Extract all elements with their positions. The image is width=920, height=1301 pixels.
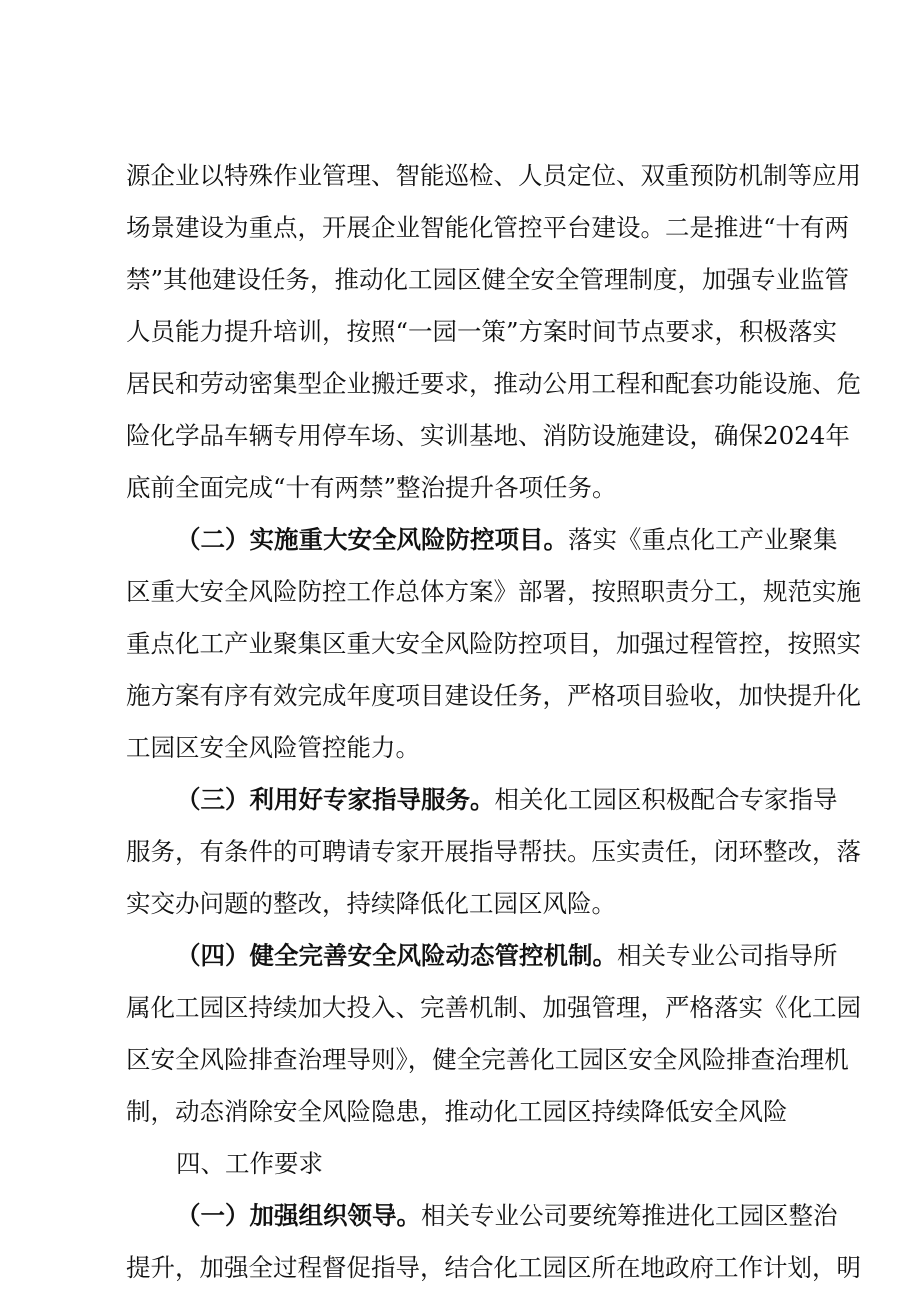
paragraph-line: 场景建设为重点，开展企业智能化管控平台建设。二是推进“十有两: [126, 213, 850, 242]
paragraph-line: 区重大安全风险防控工作总体方案》部署，按照职责分工，规范实施: [126, 577, 861, 606]
paragraph-line: 服务，有条件的可聘请专家开展指导帮扶。压实责任，闭环整改，落: [126, 837, 861, 866]
paragraph-line: 制，动态消除安全风险隐患，推动化工园区持续降低安全风险: [126, 1097, 788, 1126]
paragraph-line: 禁”其他建设任务，推动化工园区健全安全管理制度，加强专业监管: [126, 265, 850, 294]
subsection-heading: （二）实施重大安全风险防控项目。: [176, 525, 568, 554]
paragraph-line: 区安全风险排查治理导则》，健全完善化工园区安全风险排查治理机: [126, 1045, 849, 1074]
paragraph-line: 提升，加强全过程督促指导，结合化工园区所在地政府工作计划，明: [126, 1253, 861, 1282]
subsection-heading: （四）健全完善安全风险动态管控机制。: [176, 941, 617, 970]
paragraph-line: 人员能力提升培训，按照“一园一策”方案时间节点要求，积极落实: [126, 317, 838, 346]
subsection-first-line: [176, 1194, 838, 1238]
paragraph-line: 险化学品车辆专用停车场、实训基地、消防设施建设，确保2024年: [126, 421, 850, 450]
subsection-first-line: [176, 934, 838, 978]
subsection-first-line: [176, 778, 838, 822]
paragraph-line: 施方案有序有效完成年度项目建设任务，严格项目验收，加快提升化: [126, 681, 861, 710]
subsection-text: 落实《重点化工产业聚集: [568, 525, 838, 554]
paragraph-line: 居民和劳动密集型企业搬迁要求，推动公用工程和配套功能设施、危: [126, 369, 861, 398]
subsection-heading: （三）利用好专家指导服务。: [176, 785, 495, 814]
paragraph-line: 底前全面完成“十有两禁”整治提升各项任务。: [126, 473, 617, 502]
paragraph-line: 重点化工产业聚集区重大安全风险防控项目，加强过程管控，按照实: [126, 629, 861, 658]
paragraph-line: 属化工园区持续加大投入、完善机制、加强管理，严格落实《化工园: [126, 993, 861, 1022]
section-title: 四、工作要求: [176, 1149, 323, 1178]
paragraph-line: 源企业以特殊作业管理、智能巡检、人员定位、双重预防机制等应用: [126, 161, 861, 190]
subsection-text: 相关化工园区积极配合专家指导: [494, 785, 838, 814]
subsection-text: 相关专业公司指导所: [617, 941, 838, 970]
subsection-heading: （一）加强组织领导。: [176, 1201, 421, 1230]
paragraph-line: 实交办问题的整改，持续降低化工园区风险。: [126, 889, 616, 918]
paragraph-line: 工园区安全风险管控能力。: [126, 733, 420, 762]
subsection-first-line: [176, 518, 838, 562]
subsection-text: 相关专业公司要统筹推进化工园区整治: [421, 1201, 838, 1230]
